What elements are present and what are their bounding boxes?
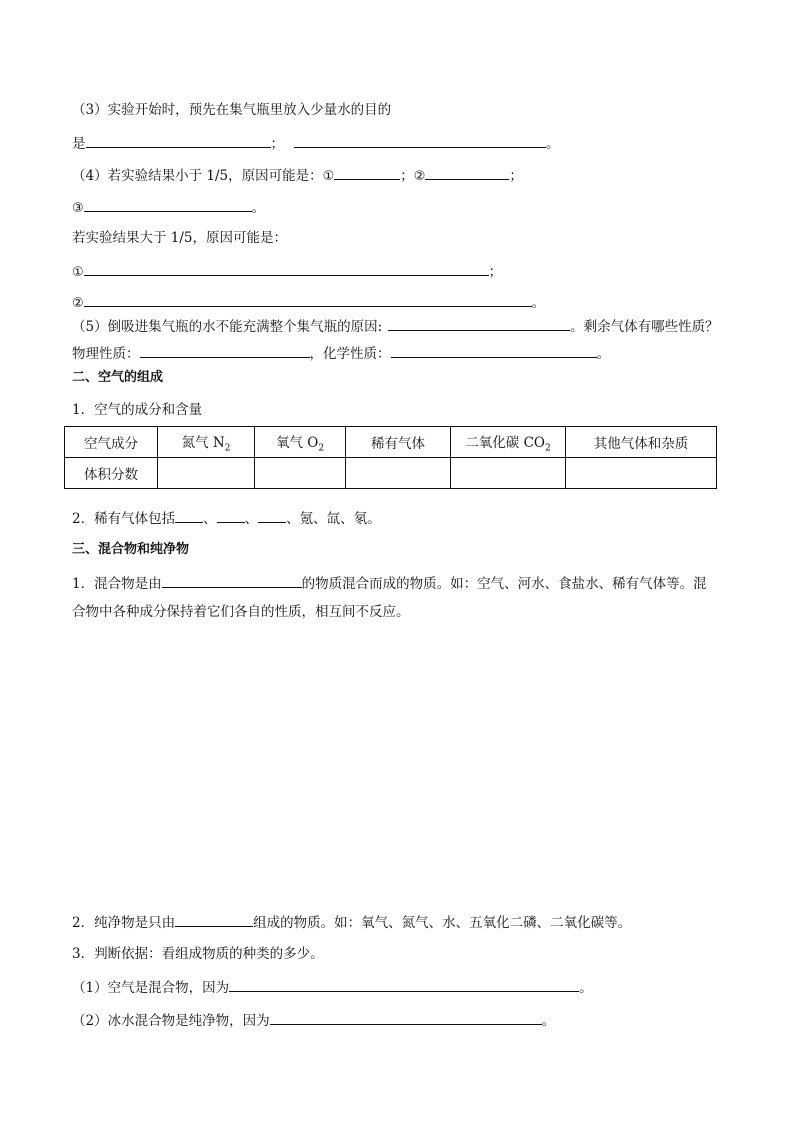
air-reason-blank[interactable] — [229, 977, 579, 992]
ice-water-reason-blank[interactable] — [270, 1010, 542, 1025]
table-header-cell: 二氧化碳 $CO_2$ — [451, 427, 566, 458]
air-composition-table — [64, 426, 717, 489]
section3-p3b: （2）冰水混合物是纯净物，因为 。 — [72, 1010, 555, 1030]
section2-sub1: 1．空气的成分和含量 — [72, 402, 203, 418]
table-header-cell: 其他气体和杂质 — [566, 427, 717, 458]
section2-heading: 二、空气的组成 — [72, 370, 164, 385]
q3-blank-2[interactable] — [294, 133, 546, 148]
q4-line2: ③ 。 — [72, 197, 265, 218]
section3-p3a: （1）空气是混合物，因为 。 — [72, 977, 593, 997]
q3-blank-1[interactable] — [86, 133, 271, 148]
table-header-cell: 空气成分 — [65, 427, 158, 458]
pure-substance-blank[interactable] — [175, 912, 253, 927]
table-cell[interactable] — [451, 458, 566, 489]
q3-line2: 是 ； 。 — [72, 133, 560, 153]
section3-heading: 三、混合物和纯净物 — [72, 542, 190, 557]
q5-physical-blank[interactable] — [140, 343, 310, 358]
table-header-row — [65, 427, 717, 458]
q4-blank-1[interactable] — [334, 165, 400, 180]
q5-blank-1[interactable] — [388, 316, 570, 331]
q4-greater-intro: 若实验结果大于 1/5，原因可能是： — [72, 230, 288, 246]
q4-line1: （4）若实验结果小于 1/5，原因可能是：① ；② ； — [72, 165, 523, 186]
q3-line1: （3）实验开始时，预先在集气瓶里放入少量水的目的 — [72, 102, 392, 118]
noble-gas-blank-3[interactable] — [258, 508, 286, 523]
table-cell[interactable] — [566, 458, 717, 489]
q4-blank-2[interactable] — [425, 165, 509, 180]
q5-line1: （5）倒吸进集气瓶的水不能充满整个集气瓶的原因: 。剩余气体有哪些性质？ — [72, 316, 719, 336]
table-header-cell: 氮气 $N_2$ — [158, 427, 255, 458]
table-header-cell: 氧气 $O_2$ — [255, 427, 346, 458]
mixture-blank[interactable] — [162, 573, 302, 588]
q4-greater-1: ① ； — [72, 261, 502, 282]
table-cell[interactable] — [158, 458, 255, 489]
noble-gas-blank-1[interactable] — [175, 508, 203, 523]
q4-blank-3[interactable] — [84, 197, 252, 212]
table-cell[interactable] — [255, 458, 346, 489]
section2-sub2: 2．稀有气体包括 、 、 、氪、氙、氡。 — [72, 508, 381, 528]
q4-greater-2: ② 。 — [72, 292, 545, 313]
section3-p1-line2: 合物中各种成分保持着它们各自的性质，相互间不反应。 — [72, 604, 410, 620]
table-header-cell: 稀有气体 — [346, 427, 451, 458]
table-cell[interactable] — [346, 458, 451, 489]
q5-line2: 物理性质： ，化学性质： 。 — [72, 343, 610, 363]
q4-greater-blank-2[interactable] — [84, 292, 532, 307]
section3-p3: 3．判断依据：看组成物质的种类的多少。 — [72, 946, 324, 962]
noble-gas-blank-2[interactable] — [217, 508, 245, 523]
q4-greater-blank-1[interactable] — [84, 261, 489, 276]
table-row-label: 体积分数 — [65, 458, 158, 489]
q5-chemical-blank[interactable] — [391, 343, 597, 358]
section3-p2: 2．纯净物是只由 组成的物质。如：氧气、氮气、水、五氧化二磷、二氧化碳等。 — [72, 912, 631, 932]
table-row — [65, 458, 717, 489]
section3-p1: 1．混合物是由 的物质混合而成的物质。如：空气、河水、食盐水、稀有气体等。混 — [72, 573, 707, 593]
